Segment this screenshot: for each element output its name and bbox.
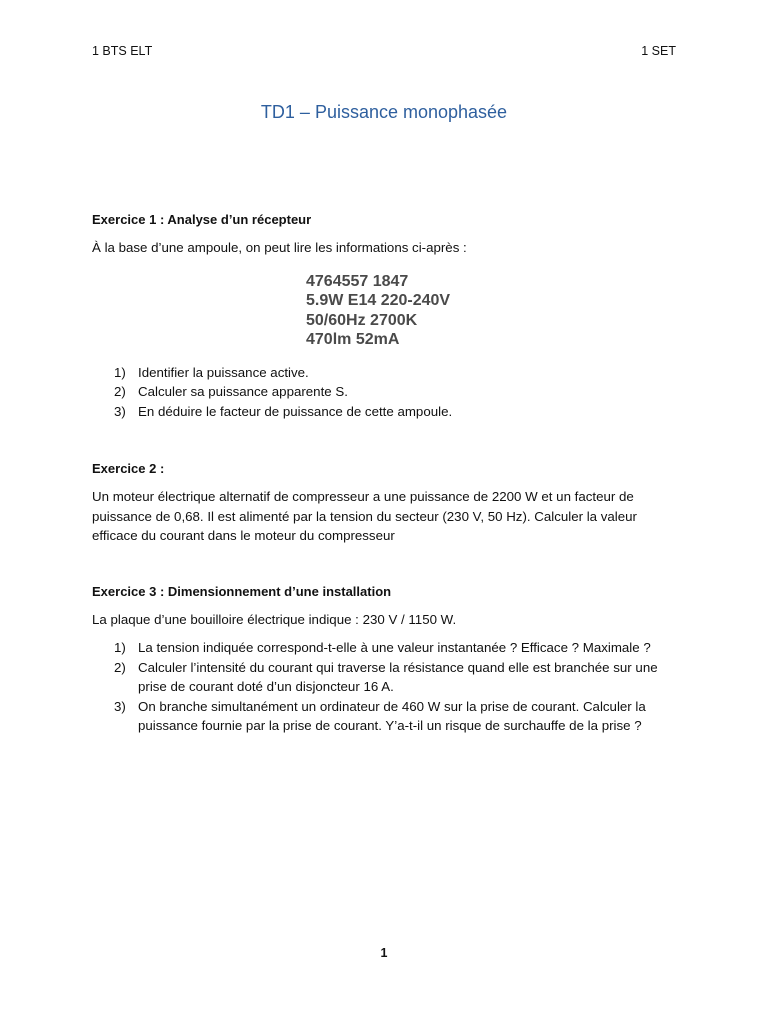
bulb-label-line: 4764557 1847 <box>306 272 409 290</box>
exercise-1-title: Exercice 1 : Analyse d’un récepteur <box>92 212 312 227</box>
bulb-label-line: 5.9W E14 220-240V <box>306 292 451 309</box>
bulb-label-line: 470lm 52mA <box>306 331 400 348</box>
exercise-3-intro: La plaque d’une bouilloire électrique indique : 230 V / 1150 W. <box>92 611 457 627</box>
list-item: 1) Identifier la puissance active. <box>114 364 309 380</box>
header-class-label: 1 BTS ELT <box>92 44 153 58</box>
exercise-2-text: Un moteur électrique alternatif de compresseur a une puissance de 2200 W et un facteur de puissance de 0,68. Il est alimenté par la tension du secteur (230 V, 50 Hz). Calculer la valeur efficace du courant dans le moteur du compresseur <box>92 489 637 543</box>
document-body <box>92 210 680 736</box>
header-section-label: 1 SET <box>641 44 676 58</box>
bulb-label-image <box>306 272 680 350</box>
bulb-label-line: 50/60Hz 2700K <box>306 311 418 329</box>
document-title: TD1 – Puissance monophasée <box>260 102 508 122</box>
page-number: 1 <box>380 946 388 960</box>
list-item: 3) En déduire le facteur de puissance de cette ampoule. <box>114 403 453 419</box>
exercise-3-questions <box>92 638 680 736</box>
exercise-3-title: Exercice 3 : Dimensionnement d’une installation <box>92 583 392 599</box>
exercise-1-questions <box>92 363 680 422</box>
list-item: 1) La tension indiquée correspond-t-elle à une valeur instantanée ? Efficace ? Maximale ? <box>114 640 651 655</box>
list-item: 2) Calculer sa puissance apparente S. <box>114 384 348 399</box>
list-item: 2) Calculer l’intensité du courant qui traverse la résistance quand elle est branchée sur une prise de courant doté d’un disjoncteur 16 A. <box>114 659 658 694</box>
list-item: 3) On branche simultanément un ordinateur de 460 W sur la prise de courant. Calculer la puissance fournie par la prise de courant. Y’a-t-il un risque de surchauffe de la prise ? <box>114 698 646 733</box>
exercise-2-title: Exercice 2 : <box>92 461 165 476</box>
exercise-1-intro: À la base d’une ampoule, on peut lire les informations ci-après : <box>92 240 467 255</box>
